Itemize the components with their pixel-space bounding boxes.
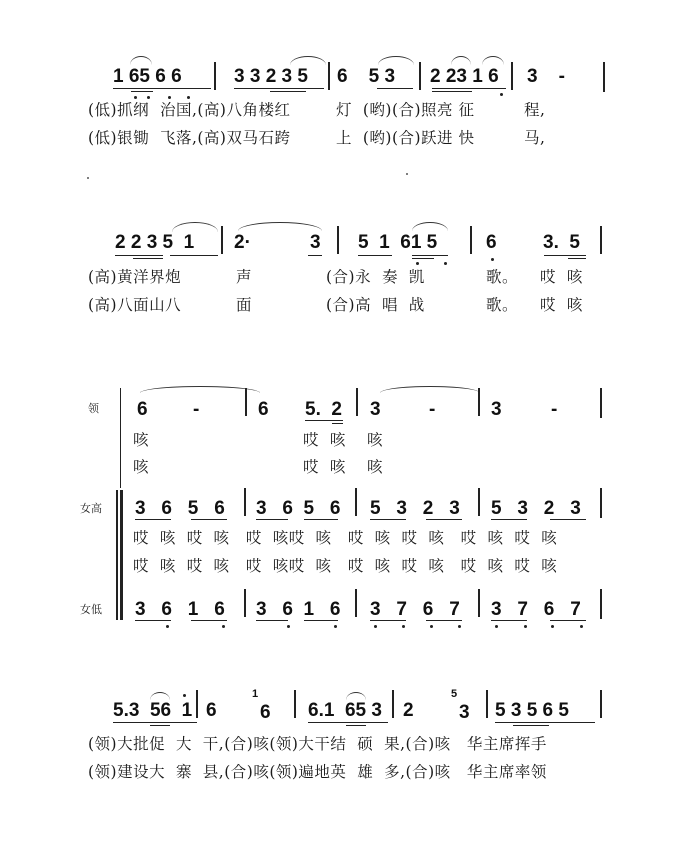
beam [308, 255, 322, 256]
beam [426, 620, 462, 621]
low-dot [416, 262, 419, 265]
barline [603, 62, 605, 92]
barline [478, 388, 480, 416]
beam [256, 519, 288, 520]
beam [270, 91, 306, 92]
lyric: 咳 [367, 458, 384, 476]
lead-dash: - [429, 399, 436, 420]
low-dot [430, 625, 433, 628]
beam [491, 519, 527, 520]
barline [337, 226, 339, 254]
beam [305, 420, 343, 421]
beam [377, 88, 413, 89]
barline [600, 690, 602, 718]
lead-note: 6 [258, 399, 269, 420]
low-dot [495, 625, 498, 628]
beam [150, 725, 170, 726]
beam [370, 519, 406, 520]
beam [550, 620, 586, 621]
lyric-line: (领)建设大 寨 县,(合)咳(领)遍地英 雄 多,(合)咳 华主席率领 [88, 763, 547, 781]
lyric: 咳 [367, 431, 384, 449]
low-dot [524, 625, 527, 628]
soprano-notes: 3 6 5 6 [256, 498, 341, 519]
alto-notes: 3 6 1 6 [256, 599, 341, 620]
notes-m2: 6 [206, 700, 217, 721]
beam [304, 620, 338, 621]
notes-m3: 6 5 3 [337, 66, 396, 87]
notes-m4b: 3 [459, 702, 470, 723]
low-dot [374, 625, 377, 628]
beam [412, 258, 434, 259]
barline [600, 488, 602, 518]
notes-m5: 3 - [527, 66, 566, 87]
barline [244, 488, 246, 516]
slur [451, 56, 471, 65]
notes-m1: 1 65 6 6 [113, 66, 182, 87]
lyric-line: 歌。 [486, 296, 519, 314]
lyric: 咳 [133, 458, 150, 476]
tie [380, 386, 480, 393]
lead-dash: - [551, 399, 558, 420]
part-label-alto: 女低 [80, 603, 102, 616]
part-label-soprano: 女高 [80, 502, 102, 515]
high-dot [183, 694, 186, 697]
beam [133, 258, 163, 259]
slur [172, 222, 218, 232]
barline [245, 388, 247, 416]
lead-dash: - [193, 399, 200, 420]
beam [135, 620, 171, 621]
low-dot [458, 625, 461, 628]
beam [332, 423, 343, 424]
barline [478, 589, 480, 617]
beam [308, 722, 388, 723]
low-dot [500, 93, 503, 96]
slur [150, 692, 170, 700]
barline [356, 388, 358, 416]
barline [470, 226, 472, 254]
lead-note: 3 [491, 399, 502, 420]
lyric-line: 灯 (哟)(合)照亮 征 [336, 101, 475, 119]
notes-m4: 2 23 1 6 [430, 66, 499, 87]
chorus-bracket [116, 490, 118, 620]
lyric-line: 哎 咳 [540, 268, 583, 286]
beam [346, 725, 366, 726]
speck [87, 177, 89, 179]
beam [191, 620, 227, 621]
notes-m2: 3 3 2 3 5 [234, 66, 308, 87]
beam [131, 91, 153, 92]
alto-notes: 3 6 1 6 [135, 599, 225, 620]
barline [221, 226, 223, 254]
notes-m3: 5 1 61 5 [358, 232, 438, 253]
low-dot [187, 96, 190, 99]
low-dot [134, 96, 137, 99]
notes-m1: 2 2 3 5 1 [115, 232, 195, 253]
slur [290, 56, 326, 65]
chorus-bracket [120, 490, 123, 620]
beam [513, 725, 549, 726]
beam [432, 91, 472, 92]
soprano-notes: 5 3 2 3 [491, 498, 581, 519]
chorus-lyric: 哎 咳 哎 咳 哎 咳哎 咳 哎 咳 哎 咳 哎 咳 哎 咳 [133, 557, 558, 575]
slur [130, 56, 152, 65]
lyric-line: (高)黄洋界炮 [88, 268, 182, 286]
low-dot [402, 625, 405, 628]
beam [113, 88, 211, 89]
slur [238, 222, 322, 231]
alto-notes: 3 7 6 7 [491, 599, 581, 620]
alto-notes: 3 7 6 7 [370, 599, 460, 620]
beam [304, 519, 338, 520]
tie [140, 386, 260, 393]
barline [419, 62, 421, 90]
beam [495, 722, 595, 723]
barline [244, 589, 246, 617]
low-dot [147, 96, 150, 99]
lyric: 咳 [133, 431, 150, 449]
barline [355, 488, 357, 516]
slur [378, 56, 414, 65]
beam [113, 722, 197, 723]
barline [196, 690, 198, 718]
beam [115, 255, 163, 256]
lyric-line: 声 [236, 268, 253, 286]
lead-note: 5. 2 [305, 399, 342, 420]
grace-note: 5 [451, 688, 458, 700]
low-dot [551, 625, 554, 628]
grace-note: 1 [252, 688, 259, 700]
lyric-line: 上 (哟)(合)跃进 快 [336, 129, 475, 147]
notes-m4: 2 [403, 700, 414, 721]
lyric-line: (高)八面山八 [88, 296, 182, 314]
beam [234, 88, 324, 89]
beam [568, 258, 586, 259]
barline [328, 62, 330, 90]
lyric-line: (合)高 唱 战 [326, 296, 425, 314]
lyric: 哎 咳 [303, 431, 346, 449]
barline [600, 388, 602, 418]
slur [482, 56, 504, 65]
lead-bracket [120, 388, 121, 488]
beam [256, 620, 288, 621]
notes-m2: 2· [234, 232, 251, 253]
barline [486, 690, 488, 718]
soprano-notes: 5 3 2 3 [370, 498, 460, 519]
beam [170, 255, 218, 256]
beam [135, 519, 171, 520]
beam [432, 88, 506, 89]
beam [358, 255, 392, 256]
low-dot [444, 262, 447, 265]
notes-m2b: 6 [260, 702, 271, 723]
barline [600, 589, 602, 619]
lyric-line: 面 [236, 296, 253, 314]
low-dot [491, 258, 494, 261]
lead-note: 3 [370, 399, 381, 420]
barline [392, 690, 394, 718]
soprano-notes: 3 6 5 6 [135, 498, 225, 519]
lyric-line: 哎 咳 [540, 296, 583, 314]
part-label-lead: 领 [88, 402, 99, 415]
notes-m3: 6.1 65 3 [308, 700, 382, 721]
barline [511, 62, 513, 90]
low-dot [580, 625, 583, 628]
low-dot [168, 96, 171, 99]
beam [426, 519, 462, 520]
notes-m5: 5 3 5 6 5 [495, 700, 569, 721]
slur [412, 222, 448, 231]
lyric-line: (低)银锄 飞落,(高)双马石跨 [88, 129, 291, 147]
slur [346, 692, 366, 700]
barline [355, 589, 357, 617]
low-dot [334, 625, 337, 628]
barline [294, 690, 296, 718]
notes-m4b: 3. 5 [543, 232, 580, 253]
notes-m1: 5.3 56 1 [113, 700, 193, 721]
lyric-line: 马, [524, 129, 546, 147]
beam [370, 620, 406, 621]
lyric-line: (低)抓纲 治国,(高)八角楼红 [88, 101, 291, 119]
barline [214, 62, 216, 90]
beam [544, 255, 586, 256]
speck [406, 173, 408, 175]
lyric-line: (合)永 奏 凯 [326, 268, 425, 286]
barline [600, 226, 602, 254]
low-dot [287, 625, 290, 628]
beam [491, 620, 527, 621]
beam [550, 519, 586, 520]
lyric-line: (领)大批促 大 干,(合)咳(领)大干结 硕 果,(合)咳 华主席挥手 [88, 735, 547, 753]
low-dot [222, 625, 225, 628]
barline [478, 488, 480, 516]
lyric-line: 歌。 [486, 268, 519, 286]
chorus-lyric: 哎 咳 哎 咳 哎 咳哎 咳 哎 咳 哎 咳 哎 咳 哎 咳 [133, 529, 558, 547]
beam [191, 519, 227, 520]
notes-m2b: 3 [310, 232, 321, 253]
low-dot [166, 625, 169, 628]
lyric-line: 程, [524, 101, 546, 119]
lead-note: 6 [137, 399, 148, 420]
beam [412, 255, 448, 256]
notes-m4: 6 [486, 232, 497, 253]
lyric: 哎 咳 [303, 458, 346, 476]
